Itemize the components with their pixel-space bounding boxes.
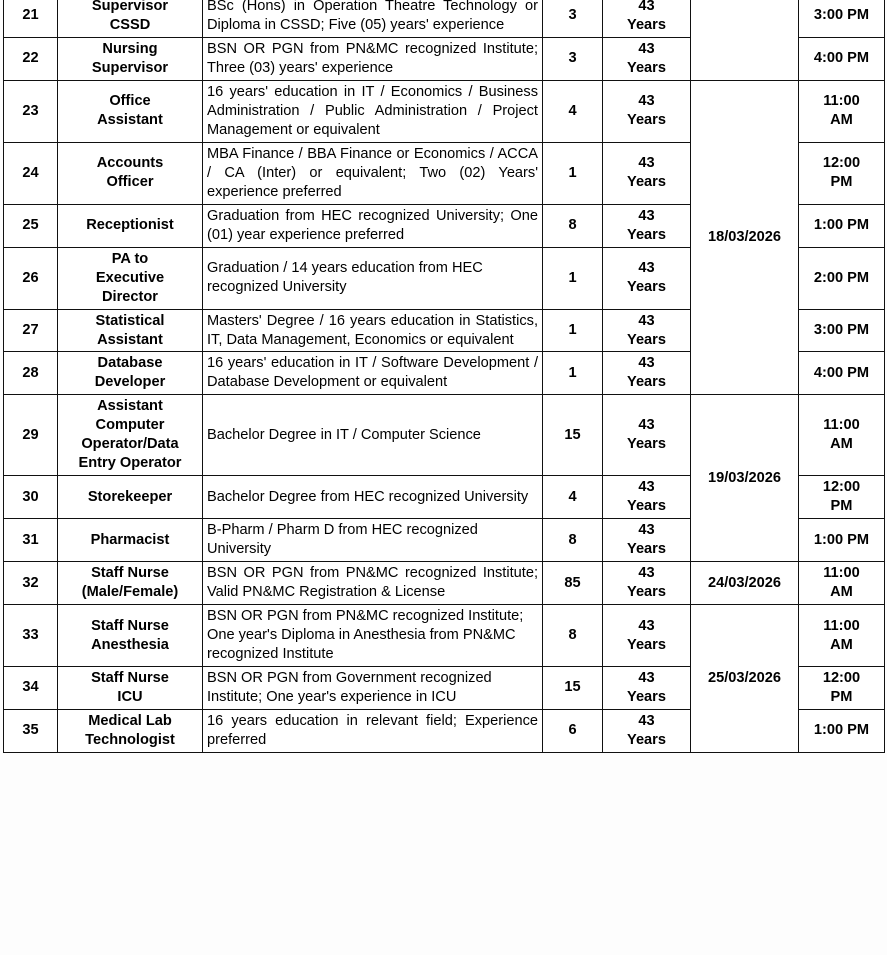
age-unit: Years bbox=[627, 16, 666, 33]
cell-qualification: BSc (Hons) in Operation Theatre Technology or Diploma in CSSD; Five (05) years' experience bbox=[203, 0, 543, 37]
cell-time bbox=[799, 0, 885, 37]
cell-date-group: 19/03/2026 bbox=[691, 395, 799, 562]
cell-posts: 15 bbox=[543, 667, 603, 710]
age-value: 43 bbox=[638, 0, 655, 14]
cell-post bbox=[58, 204, 203, 247]
table-row bbox=[4, 0, 885, 37]
age-unit: Years bbox=[627, 541, 666, 558]
job-table-container bbox=[3, 0, 884, 753]
cell-qualification: Graduation from HEC recognized University; One (01) year experience preferred bbox=[203, 204, 543, 247]
age-value: 43 bbox=[638, 40, 655, 57]
post-line: Computer bbox=[95, 417, 165, 434]
age-unit: Years bbox=[627, 584, 666, 601]
cell-age bbox=[603, 0, 691, 37]
cell-post bbox=[58, 142, 203, 204]
post-line: Staff Nurse bbox=[91, 617, 169, 634]
post-line: (Male/Female) bbox=[81, 584, 179, 601]
post-line: Supervisor bbox=[91, 59, 169, 76]
age-value: 43 bbox=[638, 207, 655, 224]
post-line: Pharmacist bbox=[90, 531, 170, 548]
cell-sr: 24 bbox=[4, 142, 58, 204]
cell-time bbox=[799, 247, 885, 309]
cell-time bbox=[799, 562, 885, 605]
post-line: Receptionist bbox=[86, 217, 174, 234]
time-meridiem: PM bbox=[830, 498, 853, 515]
cell-post bbox=[58, 667, 203, 710]
age-unit: Years bbox=[627, 374, 666, 391]
cell-sr: 28 bbox=[4, 352, 58, 395]
age-value: 43 bbox=[638, 565, 655, 582]
cell-time bbox=[799, 605, 885, 667]
post-line: Technologist bbox=[85, 731, 175, 748]
cell-sr: 35 bbox=[4, 709, 58, 752]
cell-post bbox=[58, 519, 203, 562]
cell-posts: 1 bbox=[543, 309, 603, 352]
cell-posts: 1 bbox=[543, 352, 603, 395]
cell-time bbox=[799, 709, 885, 752]
age-unit: Years bbox=[627, 331, 666, 348]
age-value: 43 bbox=[638, 417, 655, 434]
post-line: Developer bbox=[94, 374, 166, 391]
cell-sr: 27 bbox=[4, 309, 58, 352]
time-line: 4:00 PM bbox=[813, 364, 870, 381]
cell-post bbox=[58, 476, 203, 519]
age-value: 43 bbox=[638, 522, 655, 539]
cell-time bbox=[799, 309, 885, 352]
age-value: 43 bbox=[638, 155, 655, 172]
cell-posts: 15 bbox=[543, 395, 603, 476]
post-line: Storekeeper bbox=[87, 488, 173, 505]
cell-time bbox=[799, 37, 885, 80]
cell-post bbox=[58, 0, 203, 37]
cell-qualification: 16 years' education in IT / Software Development / Database Development or equivalent bbox=[203, 352, 543, 395]
time-meridiem: PM bbox=[830, 174, 853, 191]
cell-posts: 1 bbox=[543, 247, 603, 309]
age-value: 43 bbox=[638, 312, 655, 329]
cell-age bbox=[603, 37, 691, 80]
age-value: 43 bbox=[638, 479, 655, 496]
post-line: ICU bbox=[117, 688, 143, 705]
age-value: 43 bbox=[638, 617, 655, 634]
time-line: 12:00 bbox=[822, 670, 861, 686]
post-line: Assistant bbox=[97, 331, 163, 348]
age-unit: Years bbox=[627, 279, 666, 296]
cell-time bbox=[799, 352, 885, 395]
time-meridiem: PM bbox=[830, 688, 853, 705]
table-row bbox=[4, 395, 885, 476]
cell-qualification: BSN OR PGN from PN&MC recognized Institute; Three (03) years' experience bbox=[203, 37, 543, 80]
age-unit: Years bbox=[627, 688, 666, 705]
time-line: 11:00 bbox=[823, 417, 860, 434]
cell-age bbox=[603, 476, 691, 519]
cell-time bbox=[799, 519, 885, 562]
post-line: Assistant bbox=[97, 112, 163, 129]
time-meridiem: AM bbox=[830, 436, 853, 453]
cell-qualification: 16 years' education in IT / Economics / Business Administration / Public Administration / Project Management or equivalent bbox=[203, 80, 543, 142]
table-row bbox=[4, 605, 885, 667]
age-unit: Years bbox=[627, 731, 666, 748]
time-line: 12:00 bbox=[822, 155, 861, 172]
age-value: 43 bbox=[638, 260, 655, 277]
post-line: CSSD bbox=[109, 16, 151, 33]
age-unit: Years bbox=[627, 59, 666, 76]
age-unit: Years bbox=[627, 174, 666, 191]
cell-qualification: BSN OR PGN from Government recognized Institute; One year's experience in ICU bbox=[203, 667, 543, 710]
cell-age bbox=[603, 667, 691, 710]
post-line: Statistical bbox=[95, 312, 165, 329]
age-value: 43 bbox=[638, 93, 655, 110]
cell-date-group: 24/03/2026 bbox=[691, 562, 799, 605]
cell-qualification: MBA Finance / BBA Finance or Economics / ACCA / CA (Inter) or equivalent; Two (02) Years' experience preferred bbox=[203, 142, 543, 204]
cell-age bbox=[603, 142, 691, 204]
cell-qualification: 16 years education in relevant field; Experience preferred bbox=[203, 709, 543, 752]
post-line: Anesthesia bbox=[91, 636, 169, 653]
cell-sr: 29 bbox=[4, 395, 58, 476]
post-line: Operator/Data bbox=[81, 436, 179, 453]
post-line: Officer bbox=[106, 174, 154, 191]
cell-age bbox=[603, 605, 691, 667]
time-line: 12:00 bbox=[822, 479, 861, 496]
cell-qualification: BSN OR PGN from PN&MC recognized Institute; Valid PN&MC Registration & License bbox=[203, 562, 543, 605]
post-line: Entry Operator bbox=[78, 455, 182, 472]
post-line: Supervisor bbox=[91, 0, 169, 14]
age-unit: Years bbox=[627, 226, 666, 243]
post-line: PA to bbox=[111, 250, 149, 267]
cell-time bbox=[799, 204, 885, 247]
cell-age bbox=[603, 709, 691, 752]
cell-sr: 31 bbox=[4, 519, 58, 562]
post-line: Staff Nurse bbox=[91, 670, 169, 686]
cell-time bbox=[799, 395, 885, 476]
age-unit: Years bbox=[627, 112, 666, 129]
cell-post bbox=[58, 247, 203, 309]
cell-sr: 21 bbox=[4, 0, 58, 37]
post-line: Assistant bbox=[97, 398, 163, 415]
age-value: 43 bbox=[638, 670, 655, 686]
cell-post bbox=[58, 562, 203, 605]
cell-posts: 1 bbox=[543, 142, 603, 204]
cell-qualification: Masters' Degree / 16 years education in Statistics, IT, Data Management, Economics or equivalent bbox=[203, 309, 543, 352]
cell-age bbox=[603, 352, 691, 395]
cell-age bbox=[603, 562, 691, 605]
job-listing-table bbox=[3, 0, 885, 753]
age-value: 43 bbox=[638, 355, 655, 372]
post-line: Database bbox=[97, 355, 163, 372]
cell-sr: 34 bbox=[4, 667, 58, 710]
cell-qualification: Graduation / 14 years education from HEC recognized University bbox=[203, 247, 543, 309]
cell-post bbox=[58, 37, 203, 80]
cell-posts: 8 bbox=[543, 519, 603, 562]
cell-posts: 4 bbox=[543, 80, 603, 142]
table-row bbox=[4, 562, 885, 605]
time-line: 1:00 PM bbox=[813, 531, 870, 548]
cell-qualification: Bachelor Degree from HEC recognized University bbox=[203, 476, 543, 519]
time-line: 1:00 PM bbox=[813, 722, 870, 739]
cell-sr: 33 bbox=[4, 605, 58, 667]
cell-sr: 30 bbox=[4, 476, 58, 519]
cell-posts: 4 bbox=[543, 476, 603, 519]
cell-time bbox=[799, 142, 885, 204]
time-line: 11:00 bbox=[823, 617, 860, 634]
cell-post bbox=[58, 395, 203, 476]
job-table-body bbox=[4, 0, 885, 752]
cell-age bbox=[603, 395, 691, 476]
post-line: Accounts bbox=[96, 155, 164, 172]
cell-date-blank-top bbox=[691, 0, 799, 80]
cell-sr: 32 bbox=[4, 562, 58, 605]
cell-post bbox=[58, 709, 203, 752]
age-value: 43 bbox=[638, 712, 655, 729]
age-unit: Years bbox=[627, 498, 666, 515]
cell-qualification: B-Pharm / Pharm D from HEC recognized University bbox=[203, 519, 543, 562]
cell-date-group: 25/03/2026 bbox=[691, 605, 799, 753]
post-line: Office bbox=[109, 93, 151, 110]
cell-post bbox=[58, 80, 203, 142]
post-line: Nursing bbox=[102, 40, 158, 57]
table-row bbox=[4, 80, 885, 142]
cell-posts: 6 bbox=[543, 709, 603, 752]
cell-post bbox=[58, 309, 203, 352]
age-unit: Years bbox=[627, 436, 666, 453]
age-unit: Years bbox=[627, 636, 666, 653]
cell-sr: 23 bbox=[4, 80, 58, 142]
cell-time bbox=[799, 476, 885, 519]
cell-qualification: BSN OR PGN from PN&MC recognized Institute; One year's Diploma in Anesthesia from PN&MC recognized Institute bbox=[203, 605, 543, 667]
cell-sr: 25 bbox=[4, 204, 58, 247]
post-line: Medical Lab bbox=[88, 712, 172, 729]
time-meridiem: AM bbox=[830, 636, 853, 653]
cell-age bbox=[603, 80, 691, 142]
cell-age bbox=[603, 519, 691, 562]
post-line: Executive bbox=[95, 269, 165, 286]
time-line: 2:00 PM bbox=[813, 269, 870, 286]
cell-qualification: Bachelor Degree in IT / Computer Science bbox=[203, 395, 543, 476]
time-meridiem: AM bbox=[830, 112, 853, 129]
cell-time bbox=[799, 80, 885, 142]
cell-post bbox=[58, 605, 203, 667]
cell-posts: 8 bbox=[543, 204, 603, 247]
cell-time bbox=[799, 667, 885, 710]
post-line: Staff Nurse bbox=[91, 565, 169, 582]
post-line: Director bbox=[102, 288, 158, 305]
time-line: 3:00 PM bbox=[813, 322, 870, 339]
cell-posts: 3 bbox=[543, 0, 603, 37]
cell-date-group: 18/03/2026 bbox=[691, 80, 799, 395]
cell-sr: 22 bbox=[4, 37, 58, 80]
cell-age bbox=[603, 247, 691, 309]
cell-age bbox=[603, 204, 691, 247]
cell-sr: 26 bbox=[4, 247, 58, 309]
time-meridiem: AM bbox=[830, 584, 853, 601]
cell-posts: 85 bbox=[543, 562, 603, 605]
cell-age bbox=[603, 309, 691, 352]
time-line: 11:00 bbox=[823, 93, 860, 110]
cell-post bbox=[58, 352, 203, 395]
time-line: 11:00 bbox=[823, 565, 860, 582]
cell-posts: 3 bbox=[543, 37, 603, 80]
time-line: 4:00 PM bbox=[813, 50, 870, 67]
cell-posts: 8 bbox=[543, 605, 603, 667]
time-line: 1:00 PM bbox=[813, 217, 870, 234]
time-line: 3:00 PM bbox=[813, 7, 870, 24]
